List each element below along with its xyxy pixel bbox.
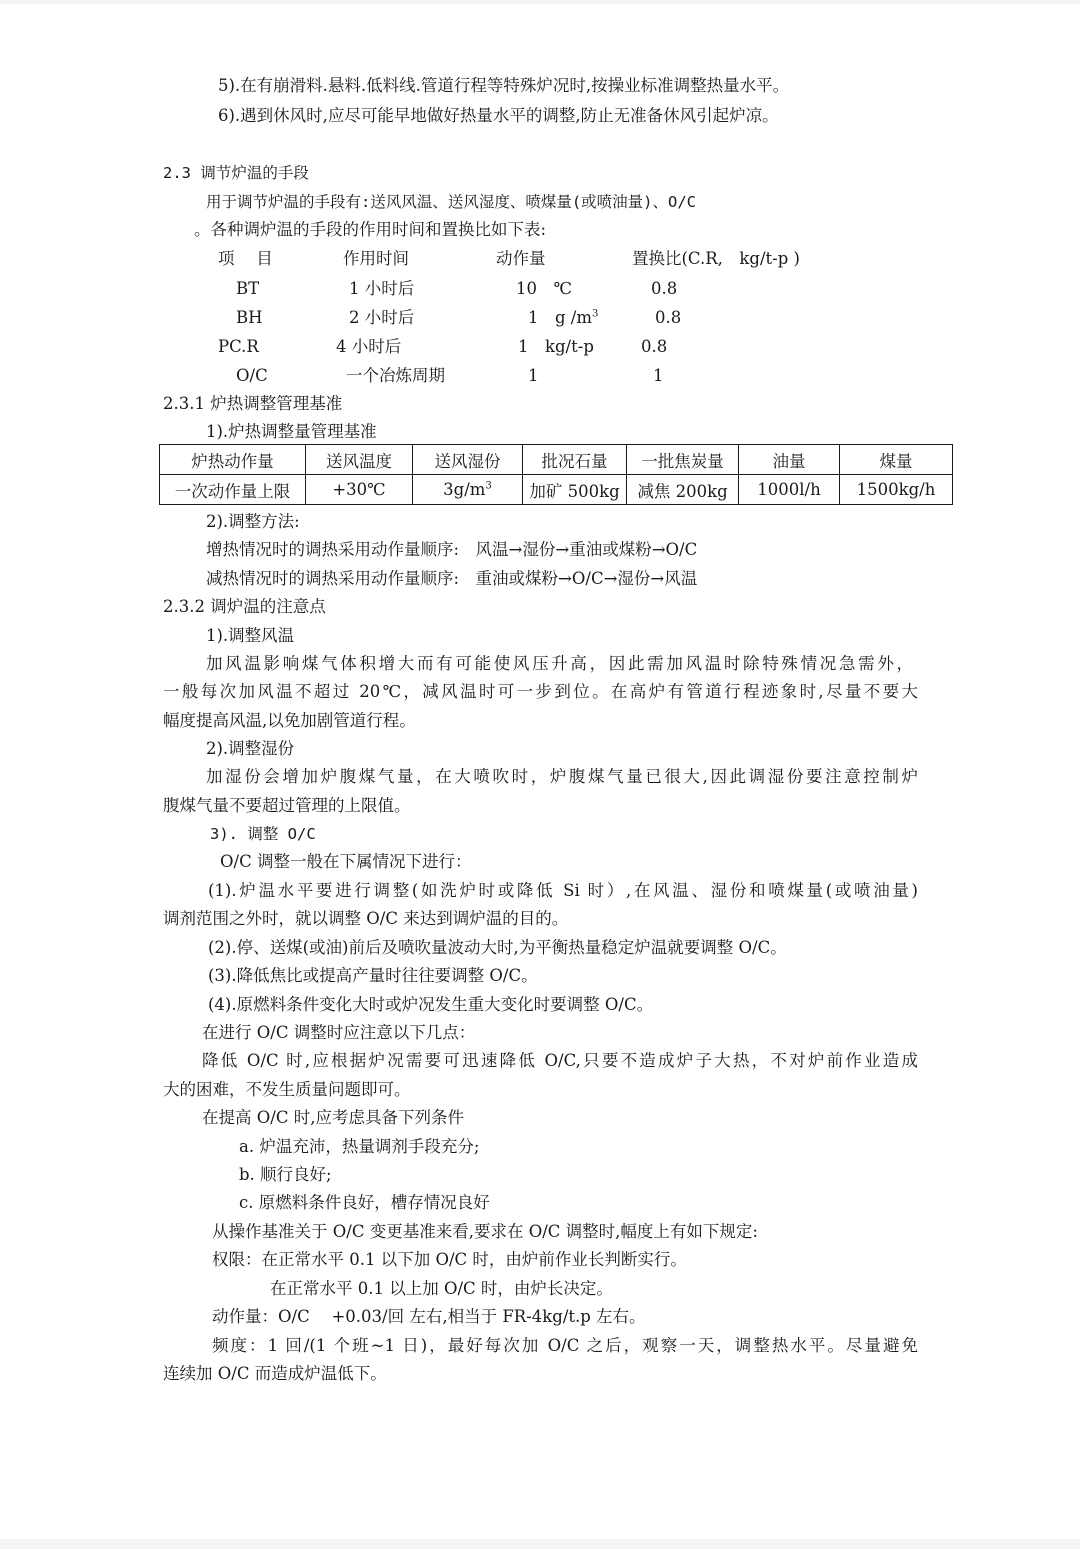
list-item: (4).原燃料条件变化大时或炉况发生重大变化时要调整 O/C。 xyxy=(208,995,654,1014)
means-row-ratio: 0.8 xyxy=(641,337,668,356)
section-2-3-1-sub2: 2).调整方法: xyxy=(206,512,300,531)
list-item: (1).炉温水平要进行调整(如洗炉时或降低 Si 时）,在风温、湿份和喷煤量(或喷油量) xyxy=(208,881,918,900)
means-header-time: 作用时间 xyxy=(343,249,409,268)
means-row-label: O/C xyxy=(236,366,268,385)
section-2-3-1-title: 2.3.1 炉热调整管理基准 xyxy=(163,394,343,413)
table-header-cell: 炉热动作量 xyxy=(160,445,306,475)
means-row-action: 1 g $/m^3$ xyxy=(528,308,599,327)
section-2-3-title: 2.3 调节炉温的手段 xyxy=(163,164,309,182)
intro-item-6: 6).遇到休风时,应尽可能早地做好热量水平的调整,防止无准备休风引起炉凉。 xyxy=(218,106,779,125)
table-cell: +30℃ xyxy=(306,475,413,505)
list-item: a. 炉温充沛，热量调剂手段充分; xyxy=(239,1137,480,1156)
paragraph-line: 幅度提高风温,以免加剧管道行程。 xyxy=(163,711,416,730)
list-item-cont: 调剂范围之外时，就以调整 O/C 来达到调炉温的目的。 xyxy=(163,909,569,928)
list-item: c. 原燃料条件良好，槽存情况良好 xyxy=(239,1193,490,1212)
increase-heat-order: 增热情况时的调热采用动作量顺序: 风温→湿份→重油或煤粉→O/C xyxy=(206,540,698,559)
section-2-3-2-title: 2.3.2 调炉温的注意点 xyxy=(163,597,326,616)
section-2-3-paragraph-cont: 。各种调炉温的手段的作用时间和置换比如下表: xyxy=(194,220,547,239)
paragraph-line: 从操作基准关于 O/C 变更基准来看,要求在 O/C 调整时,幅度上有如下规定: xyxy=(212,1222,758,1241)
section-2-3-paragraph: 用于调节炉温的手段有:送风风温、送风湿度、喷煤量(或喷油量)、O/C xyxy=(206,193,696,211)
means-header-item: 项 目 xyxy=(218,249,273,268)
table-row xyxy=(160,445,953,475)
paragraph-line: 在进行 O/C 调整时应注意以下几点： xyxy=(202,1023,476,1042)
paragraph-line: 一般每次加风温不超过 20℃，减风温时可一步到位。在高炉有管道行程迹象时,尽量不要大 xyxy=(163,682,918,701)
means-row-label: BH xyxy=(236,308,263,327)
paragraph-line: 在提高 O/C 时,应考虑具备下列条件 xyxy=(202,1108,464,1127)
means-row-label: PC.R xyxy=(218,337,259,356)
frequency-line-cont: 连续加 O/C 而造成炉温低下。 xyxy=(163,1364,387,1383)
intro-item-5: 5).在有崩滑料.悬料.低料线.管道行程等特殊炉况时,按操业标准调整热量水平。 xyxy=(218,76,790,95)
means-row-time: 4 小时后 xyxy=(336,337,402,356)
action-amount-line: 动作量：O/C +0.03/回 左右,相当于 FR-4kg/t.p 左右。 xyxy=(212,1307,646,1326)
table-cell: 加矿 500kg xyxy=(523,475,627,505)
table-header-cell: 送风湿份 xyxy=(413,445,523,475)
table-header-cell: 一批焦炭量 xyxy=(627,445,739,475)
means-row-ratio: 0.8 xyxy=(655,308,682,327)
table-cell: $3g/m^3$ xyxy=(413,475,523,505)
paragraph-line: 大的困难，不发生质量问题即可。 xyxy=(163,1080,411,1099)
means-row-ratio: 1 xyxy=(653,366,664,385)
paragraph-line: 加湿份会增加炉腹煤气量，在大喷吹时，炉腹煤气量已很大,因此调湿份要注意控制炉 xyxy=(206,767,918,786)
frequency-line: 频度：1 回/(1 个班~1 日)，最好每次加 O/C 之后，观察一天，调整热水平。尽量避免 xyxy=(212,1336,919,1355)
authority-line: 权限：在正常水平 0.1 以下加 O/C 时，由炉前作业长判断实行。 xyxy=(212,1250,687,1269)
authority-line: 在正常水平 0.1 以上加 O/C 时，由炉长决定。 xyxy=(270,1279,613,1298)
heat-adjust-table xyxy=(159,444,953,505)
heading-adjust-oc: 3). 调整 O/C xyxy=(210,825,316,843)
paragraph-line: O/C 调整一般在下属情况下进行： xyxy=(220,852,472,871)
means-row-action: 1 xyxy=(528,366,539,385)
means-row-action: 1 kg/t-p xyxy=(518,337,594,356)
table-header-cell: 油量 xyxy=(739,445,840,475)
means-row-action: 10 ℃ xyxy=(516,279,572,298)
table-cell: 一次动作量上限 xyxy=(160,475,306,505)
list-item: (2).停、送煤(或油)前后及喷吹量波动大时,为平衡热量稳定炉温就要调整 O/C。 xyxy=(208,938,787,957)
list-item: (3).降低焦比或提高产量时往往要调整 O/C。 xyxy=(208,966,538,985)
paragraph-line: 腹煤气量不要超过管理的上限值。 xyxy=(163,796,411,815)
means-row-ratio: 0.8 xyxy=(651,279,678,298)
table-header-cell: 送风温度 xyxy=(306,445,413,475)
list-item: b. 顺行良好; xyxy=(239,1165,332,1184)
table-cell: 1500kg/h xyxy=(840,475,953,505)
means-row-label: BT xyxy=(236,279,260,298)
table-header-cell: 批况石量 xyxy=(523,445,627,475)
means-row-time: 1 小时后 xyxy=(349,279,415,298)
section-2-3-1-sub1: 1).炉热调整量管理基准 xyxy=(206,422,377,441)
table-row xyxy=(160,475,953,505)
paragraph-line: 降低 O/C 时,应根据炉况需要可迅速降低 O/C,只要不造成炉子大热，不对炉前作业造成 xyxy=(202,1051,918,1070)
means-header-ratio: 置换比(C.R, kg/t-p ) xyxy=(632,249,800,268)
table-cell: 1000l/h xyxy=(739,475,840,505)
means-row-time: 2 小时后 xyxy=(349,308,415,327)
document-page xyxy=(0,4,1080,1539)
heading-adjust-wind-temp: 1).调整风温 xyxy=(206,626,295,645)
heading-adjust-humidity: 2).调整湿份 xyxy=(206,739,295,758)
table-header-cell: 煤量 xyxy=(840,445,953,475)
decrease-heat-order: 减热情况时的调热采用动作量顺序: 重油或煤粉→O/C→湿份→风温 xyxy=(206,569,698,588)
table-cell: 减焦 200kg xyxy=(627,475,739,505)
means-row-time: 一个冶炼周期 xyxy=(346,366,445,385)
means-header-action: 动作量 xyxy=(496,249,546,268)
paragraph-line: 加风温影响煤气体积增大而有可能使风压升高，因此需加风温时除特殊情况急需外， xyxy=(206,654,913,673)
